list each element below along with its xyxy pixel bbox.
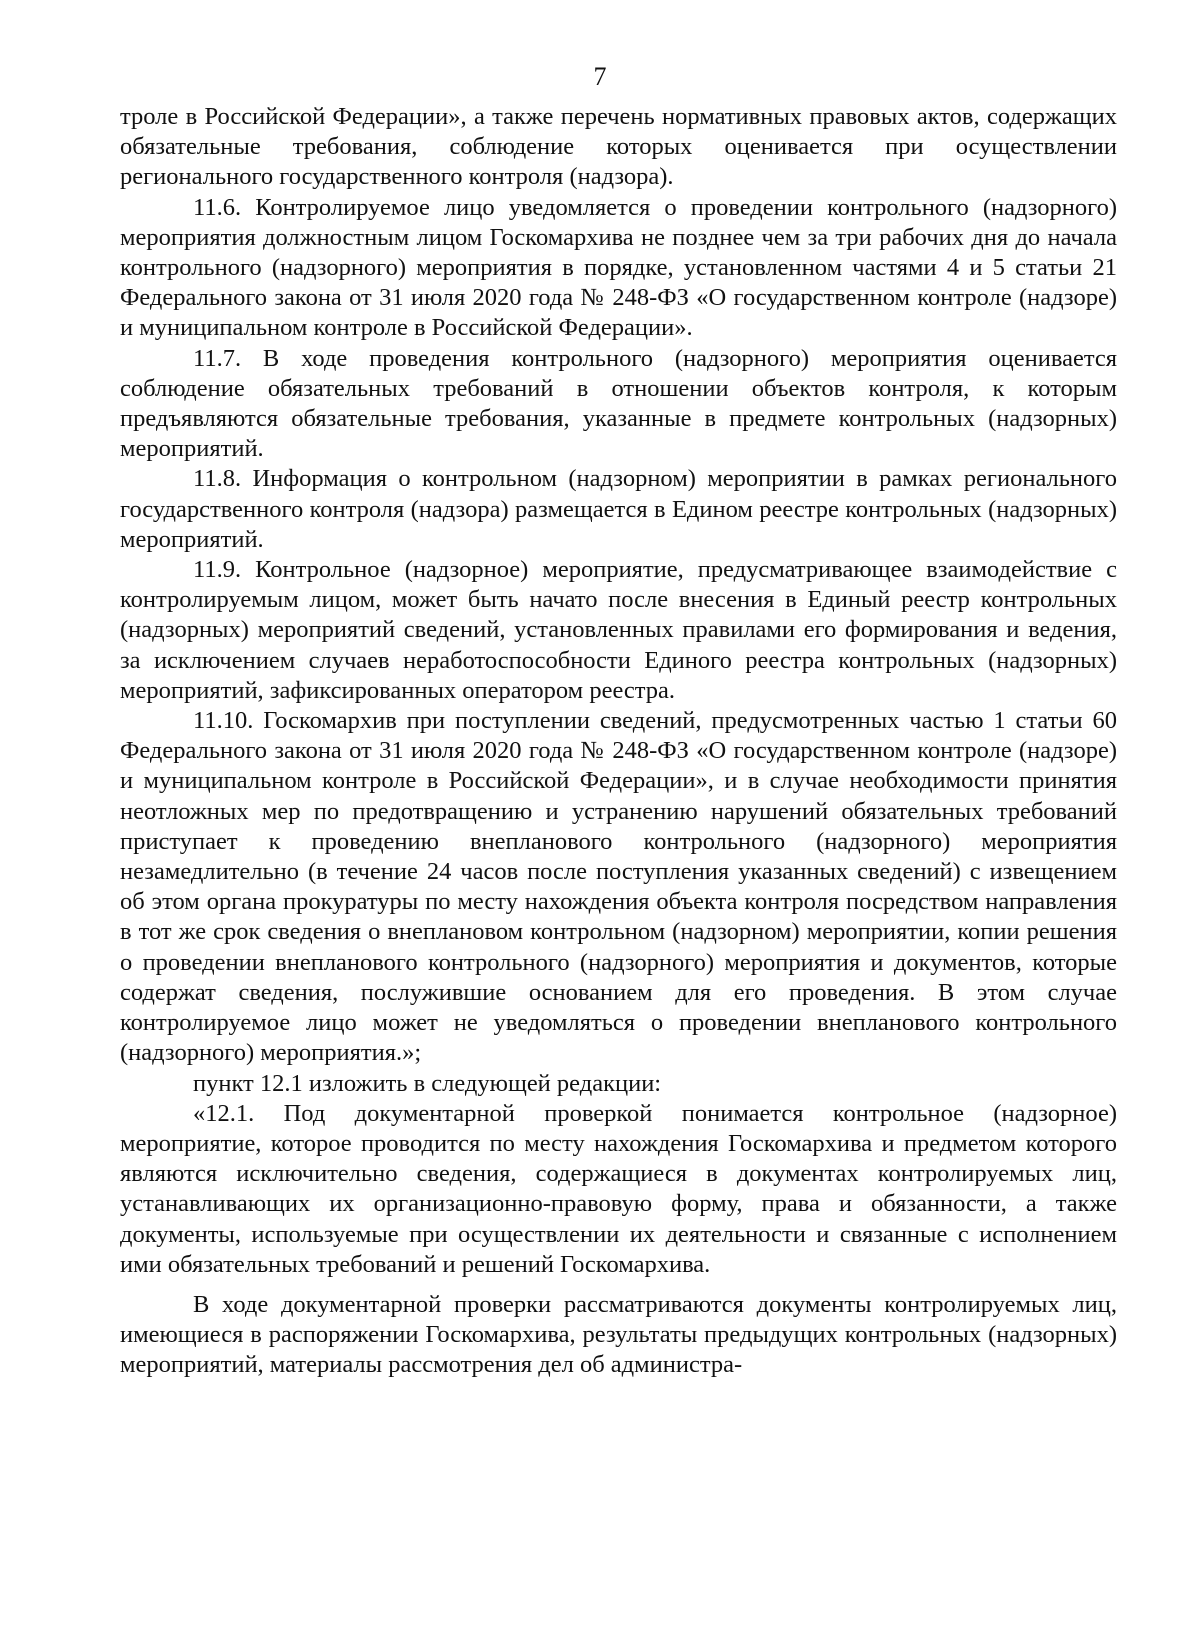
paragraph-11-7: 11.7. В ходе проведения контрольного (надзорного) мероприятия оценивается соблюдение обязательных требований в отношении объектов контроля, к которым предъявляются обязательные требования, указанные в предмете контрольных (надзорных) мероприятий. <box>120 344 1117 463</box>
paragraph-documentary-check: В ходе документарной проверки рассматриваются документы контролируемых лиц, имеющиеся в распоряжении Госкомархива, результаты предыдущих контрольных (надзорных) мероприятий, материалы рассмотрения дел об администра- <box>120 1290 1117 1379</box>
paragraph-11-10: 11.10. Госкомархив при поступлении сведений, предусмотренных частью 1 статьи 60 Федерального закона от 31 июля 2020 года № 248-ФЗ «О государственном контроле (надзоре) и муниципальном контроле в Российской Федерации», и в случае необходимости принятия неотложных мер по предотвращению и устранению нарушений обязательных требований приступает к проведению внепланового контрольного (надзорного) мероприятия незамедлительно (в течение 24 часов после поступления указанных сведений) с извещением об этом органа прокуратуры по месту нахождения объекта контроля посредством направления в тот же срок сведения о внеплановом контрольном (надзорном) мероприятии, копии решения о проведении внепланового контрольного (надзорного) мероприятия и документов, которые содержат сведения, послужившие основанием для его проведения. В этом случае контролируемое лицо может не уведомляться о проведении внепланового контрольного (надзорного) мероприятия.»; <box>120 707 1117 1067</box>
paragraph-11-8: 11.8. Информация о контрольном (надзорном) мероприятии в рамках регионального государственного контроля (надзора) размещается в Едином реестре контрольных (надзорных) мероприятий. <box>120 465 1117 553</box>
paragraph-12-1: «12.1. Под документарной проверкой понимается контрольное (надзорное) мероприятие, которое проводится по месту нахождения Госкомархива и предметом которого являются исключительно сведения, содержащиеся в документах контролируемых лиц, устанавливающих их организационно-правовую форму, права и обязанности, а также документы, используемые при осуществлении их деятельности и связанные с исполнением ими обязательных требований и решений Госкомархива. <box>120 1099 1117 1278</box>
page-number: 7 <box>593 62 607 91</box>
document-body <box>120 102 1117 1381</box>
paragraph-11-9: 11.9. Контрольное (надзорное) мероприятие, предусматривающее взаимодействие с контролируемым лицом, может быть начато после внесения в Единый реестр контрольных (надзорных) мероприятий сведений, установленных правилами его формирования и ведения, за исключением случаев неработоспособности Единого реестра контрольных (надзорных) мероприятий, зафиксированных оператором реестра. <box>120 556 1117 704</box>
paragraph-amendment-instruction: пункт 12.1 изложить в следующей редакции: <box>193 1069 662 1097</box>
paragraph-continuation: троле в Российской Федерации», а также перечень нормативных правовых актов, содержащих обязательные требования, соблюдение которых оценивается при осуществлении регионального государственного контроля (надзора). <box>120 103 1117 191</box>
paragraph-11-6: 11.6. Контролируемое лицо уведомляется о проведении контрольного (надзорного) мероприятия должностным лицом Госкомархива не позднее чем за три рабочих дня до начала контрольного (надзорного) мероприятия в порядке, установленном частями 4 и 5 статьи 21 Федерального закона от 31 июля 2020 года № 248-ФЗ «О государственном контроле (надзоре) и муниципальном контроле в Российской Федерации». <box>120 193 1117 342</box>
